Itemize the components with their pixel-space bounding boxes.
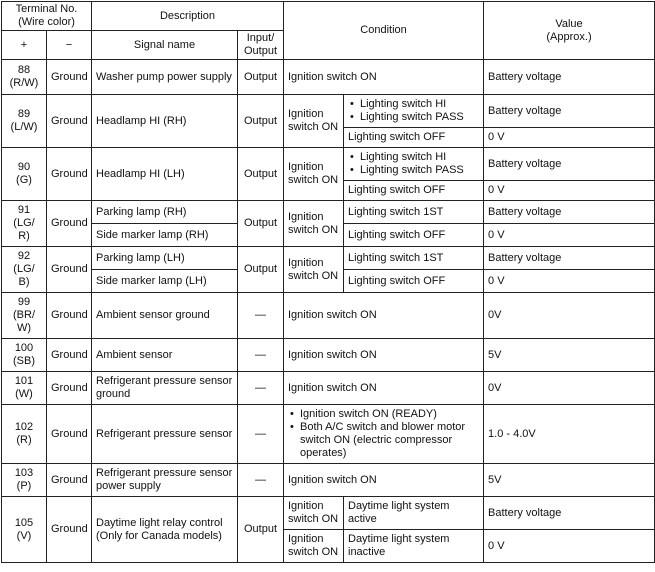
terminal-cell: 90 (G): [2, 148, 47, 201]
signal-cell: Refrigerant pressure sensor power supply: [92, 464, 238, 497]
value-cell: 0 V: [484, 128, 655, 148]
terminal-cell: 100 (SB): [2, 339, 47, 372]
io-cell: —: [238, 464, 284, 497]
value-cell: 0V: [484, 372, 655, 405]
signal-cell: Refrigerant pressure sensor: [92, 405, 238, 464]
value-cell: 0 V: [484, 270, 655, 293]
ground-cell: Ground: [47, 497, 92, 563]
bullet-item: • Lighting switch HI: [360, 151, 479, 164]
io-cell: Output: [238, 247, 284, 293]
value-text: Value: [555, 17, 583, 30]
bullet-list: [288, 408, 479, 460]
bullet-item: • Both A/C switch and blower motor switch ON (electric compressor operates): [300, 421, 479, 460]
io-cell: —: [238, 372, 284, 405]
ignition-cell: Ignition switch ON: [284, 497, 344, 530]
plus-header: +: [2, 31, 47, 60]
ground-cell: Ground: [47, 339, 92, 372]
table-row: [2, 497, 655, 530]
condition-cell: Ignition switch ON: [284, 464, 484, 497]
sub-condition-cell: Lighting switch OFF: [344, 181, 484, 201]
value-cell: 1.0 - 4.0V: [484, 405, 655, 464]
io-cell: Output: [238, 60, 284, 95]
terminal-cell: 101 (W): [2, 372, 47, 405]
terminal-cell: 91 (LG/ R): [2, 201, 47, 247]
bullet-item: • Lighting switch HI: [360, 98, 479, 111]
ground-cell: Ground: [47, 201, 92, 247]
ignition-cell: Ignition switch ON: [284, 148, 344, 201]
terminal-cell: 102 (R): [2, 405, 47, 464]
bullet-list: [348, 151, 479, 177]
condition-cell: Ignition switch ON: [284, 339, 484, 372]
value-cell: 0V: [484, 293, 655, 339]
ground-cell: Ground: [47, 95, 92, 148]
terminal-table: [1, 1, 655, 563]
table-row: [2, 201, 655, 224]
signal-cell: Ambient sensor ground: [92, 293, 238, 339]
terminal-cell: 105 (V): [2, 497, 47, 563]
condition-cell: Ignition switch ON: [284, 293, 484, 339]
table-row: [2, 339, 655, 372]
terminal-no-text: Terminal No.: [15, 3, 78, 15]
sub-condition-cell: Lighting switch OFF: [344, 128, 484, 148]
ground-cell: Ground: [47, 293, 92, 339]
value-cell: 5V: [484, 464, 655, 497]
table-row: [2, 148, 655, 181]
terminal-cell: 88 (R/W): [2, 60, 47, 95]
signal-cell: Headlamp HI (LH): [92, 148, 238, 201]
terminal-cell: 89 (L/W): [2, 95, 47, 148]
table-row: [2, 464, 655, 497]
io-cell: —: [238, 339, 284, 372]
sub-condition-cell: Lighting switch 1ST: [344, 201, 484, 224]
table-row: [2, 405, 655, 464]
io-cell: Output: [238, 148, 284, 201]
signal-cell: Headlamp HI (RH): [92, 95, 238, 148]
ground-cell: Ground: [47, 405, 92, 464]
terminal-cell: 92 (LG/ B): [2, 247, 47, 293]
bullet-list: [348, 98, 479, 124]
signal-cell: Ambient sensor: [92, 339, 238, 372]
ground-cell: Ground: [47, 60, 92, 95]
table-row: [2, 95, 655, 128]
value-cell: 5V: [484, 339, 655, 372]
value-header: [484, 2, 655, 60]
header-row-1: [2, 2, 655, 31]
terminal-no-header: [2, 2, 92, 31]
sub-condition-cell: [344, 95, 484, 128]
io-cell: —: [238, 293, 284, 339]
table-row: [2, 60, 655, 95]
value-cell: Battery voltage: [484, 148, 655, 181]
signal-cell: Refrigerant pressure sensor ground: [92, 372, 238, 405]
ground-cell: Ground: [47, 148, 92, 201]
ignition-cell: Ignition switch ON: [284, 247, 344, 293]
table-row: [2, 372, 655, 405]
bullet-item: • Lighting switch PASS: [360, 111, 479, 124]
io-cell: Output: [238, 201, 284, 247]
value-cell: Battery voltage: [484, 497, 655, 530]
sub-condition-cell: Daytime light system active: [344, 497, 484, 530]
sub-condition-cell: Lighting switch OFF: [344, 224, 484, 247]
io-cell: Output: [238, 497, 284, 563]
table-row: [2, 293, 655, 339]
minus-header: −: [47, 31, 92, 60]
value-cell: Battery voltage: [484, 247, 655, 270]
terminal-cell: 103 (P): [2, 464, 47, 497]
condition-cell: Ignition switch ON: [284, 60, 484, 95]
condition-cell: [284, 405, 484, 464]
value-cell: Battery voltage: [484, 201, 655, 224]
ground-cell: Ground: [47, 372, 92, 405]
signal-cell: Daytime light relay control (Only for Canada models): [92, 497, 238, 563]
signal-name-header: Signal name: [92, 31, 238, 60]
io-cell: —: [238, 405, 284, 464]
table-row: [2, 247, 655, 270]
bullet-item: • Ignition switch ON (READY): [300, 408, 479, 421]
sub-condition-cell: Lighting switch OFF: [344, 270, 484, 293]
sub-condition-cell: Lighting switch 1ST: [344, 247, 484, 270]
description-header: Description: [92, 2, 284, 31]
value-cell: Battery voltage: [484, 95, 655, 128]
condition-cell: Ignition switch ON: [284, 372, 484, 405]
signal-cell: Side marker lamp (RH): [92, 224, 238, 247]
ignition-cell: Ignition switch ON: [284, 530, 344, 563]
wire-color-text: (Wire color): [18, 16, 75, 28]
signal-cell: Parking lamp (LH): [92, 247, 238, 270]
value-cell: 0 V: [484, 224, 655, 247]
signal-cell: Side marker lamp (LH): [92, 270, 238, 293]
terminal-cell: 99 (BR/ W): [2, 293, 47, 339]
sub-condition-cell: [344, 148, 484, 181]
condition-header: Condition: [284, 2, 484, 60]
ignition-cell: Ignition switch ON: [284, 95, 344, 148]
bullet-item: • Lighting switch PASS: [360, 164, 479, 177]
io-cell: Output: [238, 95, 284, 148]
ignition-cell: Ignition switch ON: [284, 201, 344, 247]
signal-cell: Washer pump power supply: [92, 60, 238, 95]
value-cell: Battery voltage: [484, 60, 655, 95]
sub-condition-cell: Daytime light system inactive: [344, 530, 484, 563]
approx-text: (Approx.): [546, 30, 592, 43]
input-output-header: Input/ Output: [238, 31, 284, 60]
value-cell: 0 V: [484, 181, 655, 201]
signal-cell: Parking lamp (RH): [92, 201, 238, 224]
value-cell: 0 V: [484, 530, 655, 563]
ground-cell: Ground: [47, 464, 92, 497]
ground-cell: Ground: [47, 247, 92, 293]
